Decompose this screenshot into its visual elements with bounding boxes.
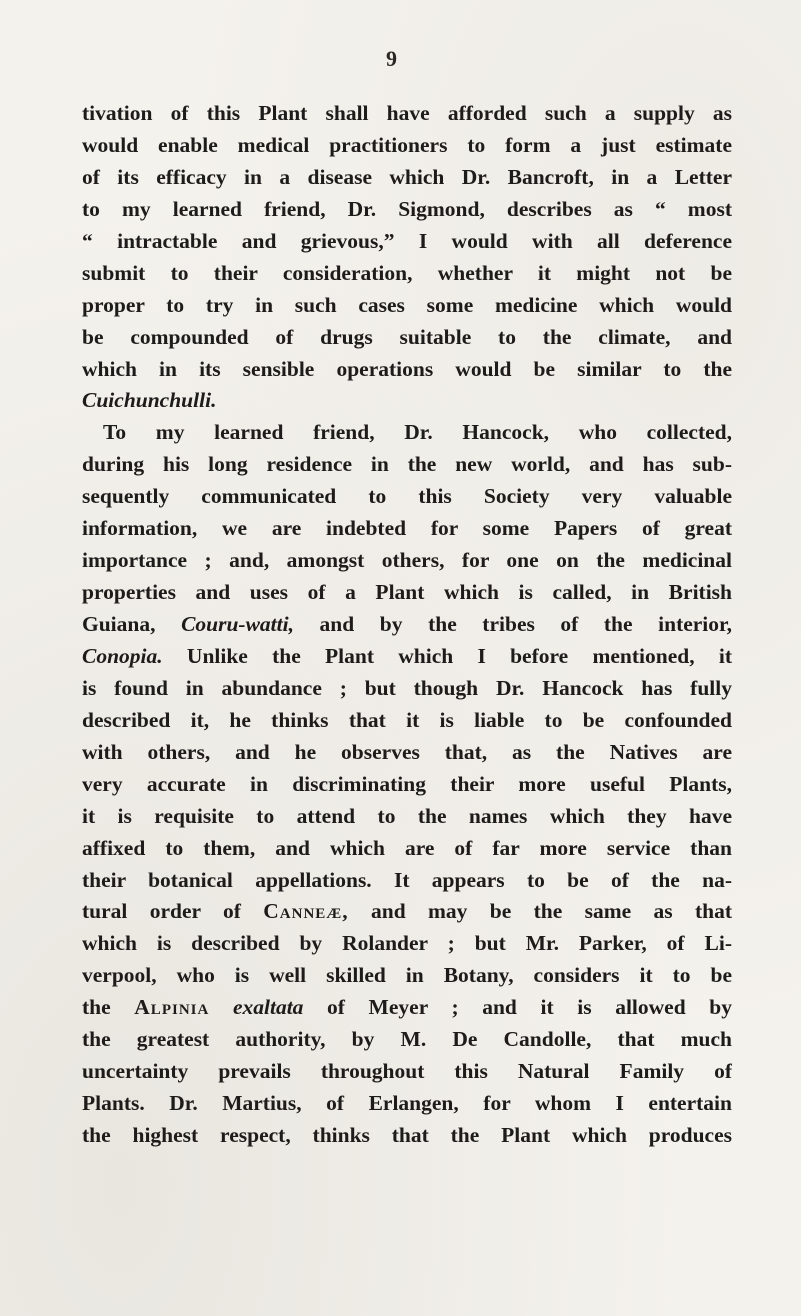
italic-term: exaltata: [232, 995, 304, 1020]
text-run: of its efficacy in a disease which Dr. Bancroft, in a Letter: [82, 164, 732, 189]
text-line: [82, 896, 732, 928]
text-run: To my learned friend, Dr. Hancock, who collected,: [103, 420, 732, 445]
text-run: [209, 995, 233, 1019]
text-line: [82, 1120, 732, 1152]
text-run: submit to their consideration, whether it might not be: [82, 260, 732, 285]
text-run: very accurate in discriminating their more useful Plants,: [82, 771, 732, 796]
text-line: [82, 609, 732, 641]
text-run: Unlike the Plant which I before mentioned, it: [162, 643, 732, 668]
text-run: it is requisite to attend to the names which they have: [82, 803, 732, 828]
text-run: of Meyer ; and it is allowed by: [303, 995, 732, 1020]
text-line: [82, 673, 732, 705]
text-line: [82, 481, 732, 513]
text-run: is found in abundance ; but though Dr. Hancock has fully: [82, 675, 732, 700]
text-run: with others, and he observes that, as the Natives are: [82, 739, 732, 764]
text-run: to my learned friend, Dr. Sigmond, describes as “ most: [82, 196, 732, 221]
page-number: 9: [386, 46, 397, 71]
text-line: [82, 960, 732, 992]
text-run: Plants. Dr. Martius, of Erlangen, for whom I entertain: [82, 1091, 732, 1116]
text-line: [82, 992, 732, 1024]
text-run: information, we are indebted for some Papers of great: [82, 516, 732, 541]
text-run: verpool, who is well skilled in Botany, considers it to be: [82, 963, 732, 988]
text-line: [82, 1056, 732, 1088]
text-run: sequently communicated to this Society very valuable: [82, 484, 732, 509]
italic-term: Conopia.: [82, 643, 163, 668]
text-run: tivation of this Plant shall have afforded such a supply as: [82, 101, 732, 125]
text-run: their botanical appellations. It appears to be of the na-: [82, 867, 732, 892]
text-run: Guiana,: [82, 612, 182, 636]
text-line: [82, 833, 732, 865]
text-run: be compounded of drugs suitable to the climate, and: [82, 324, 732, 349]
text-run: properties and uses of a Plant which is called, in British: [82, 580, 732, 605]
text-line: [82, 513, 732, 545]
text-run: uncertainty prevails throughout this Natural Family of: [82, 1059, 732, 1084]
text-run: proper to try in such cases some medicine which would: [82, 292, 732, 317]
text-run: the: [82, 995, 135, 1020]
text-run: “ intractable and grievous,” I would with all deference: [82, 228, 732, 253]
text-run: and by the tribes of the interior,: [293, 612, 732, 636]
text-run: affixed to them, and which are of far more service than: [82, 835, 732, 860]
italic-term: Couru-watti,: [181, 612, 294, 636]
text-line: [82, 194, 732, 226]
text-line: [82, 290, 732, 322]
text-line: [82, 801, 732, 833]
text-line: [82, 769, 732, 801]
text-run: described it, he thinks that it is liable to be confounded: [82, 707, 732, 732]
text-line: [82, 258, 732, 290]
small-caps-term: Canneæ,: [263, 899, 349, 924]
text-run: which in its sensible operations would be similar to the: [82, 356, 732, 381]
small-caps-term: Alpinia: [134, 995, 210, 1020]
text-run: during his long residence in the new world, and has sub-: [82, 452, 732, 477]
text-run: and may be the same as that: [348, 899, 732, 924]
text-line: [82, 545, 732, 577]
text-line: [82, 1024, 732, 1056]
text-line: [82, 737, 732, 769]
text-run: which is described by Rolander ; but Mr. Parker, of Li-: [82, 931, 732, 956]
text-run: the highest respect, thinks that the Plant which produces: [82, 1123, 732, 1147]
italic-term: Cuichunchulli.: [82, 388, 217, 413]
text-line: [82, 865, 732, 897]
text-line: [82, 417, 732, 449]
text-line: [82, 354, 732, 386]
text-run: tural order of: [82, 899, 264, 924]
text-line: [82, 577, 732, 609]
text-line: [82, 130, 732, 162]
text-line: [82, 322, 732, 354]
text-run: would enable medical practitioners to form a just estimate: [82, 132, 732, 157]
text-line: [82, 385, 732, 417]
text-line: [82, 705, 732, 737]
text-line: [82, 449, 732, 481]
text-line: [82, 641, 732, 673]
text-line: [82, 928, 732, 960]
text-line: [82, 1088, 732, 1120]
text-line: [82, 98, 732, 130]
text-line: [82, 162, 732, 194]
text-line: [82, 226, 732, 258]
body-text: [82, 98, 732, 1152]
text-run: importance ; and, amongst others, for one on the medicinal: [82, 548, 732, 573]
text-run: the greatest authority, by M. De Candolle, that much: [82, 1027, 732, 1052]
